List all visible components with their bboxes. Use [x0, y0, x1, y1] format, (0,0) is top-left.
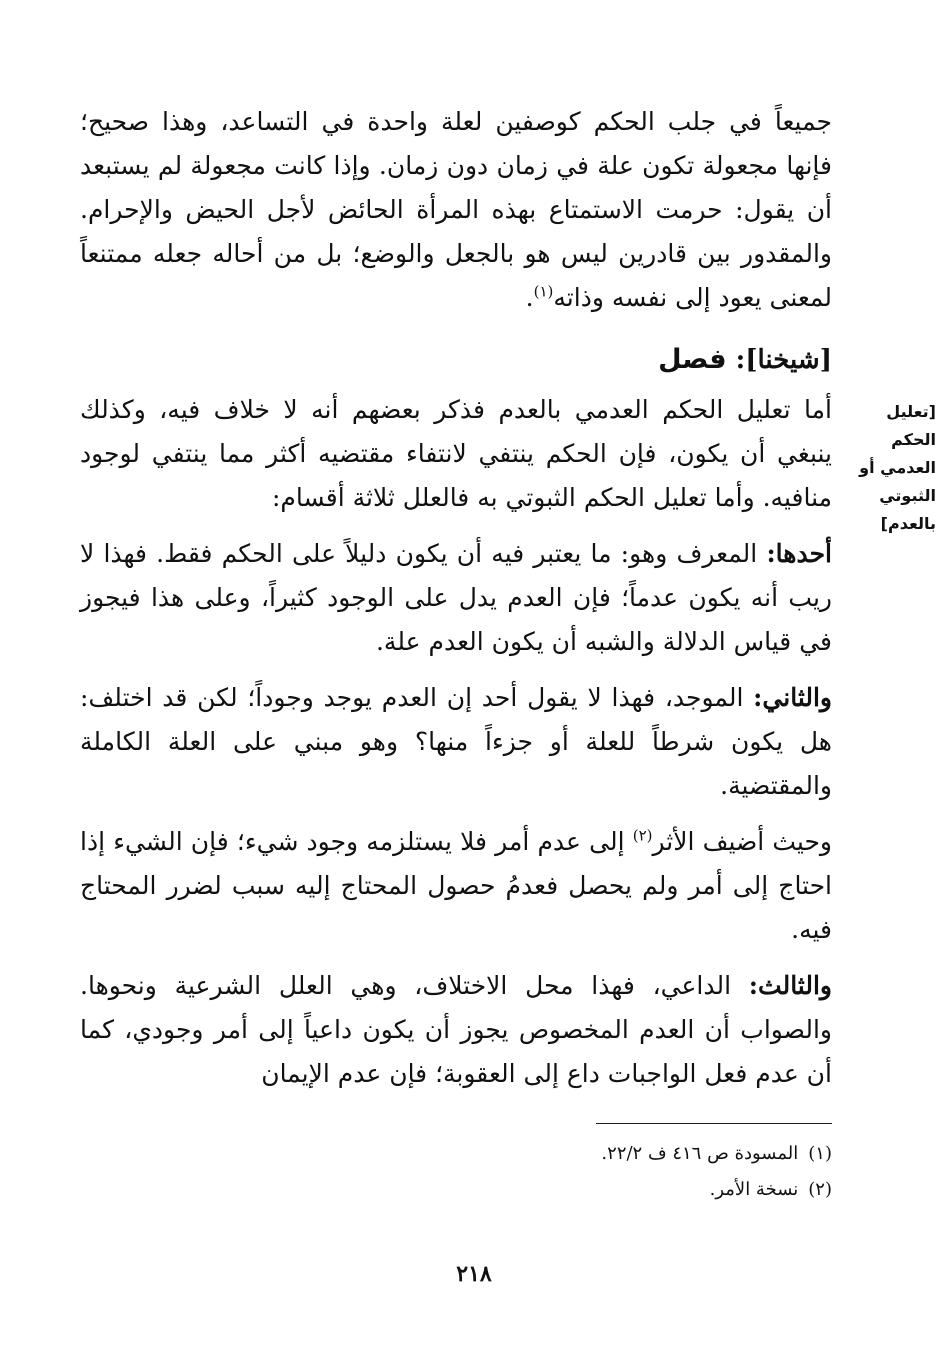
paragraph-1 [80, 388, 832, 520]
section-prefix: [شيخنا]: [735, 345, 832, 375]
page-number: ٢١٨ [456, 1261, 492, 1287]
footnote-item [80, 1172, 832, 1208]
paragraph-3-lead: والثاني: [753, 683, 832, 712]
footnote-number: (٢) [808, 1179, 832, 1200]
paragraph-5-text: الداعي، فهذا محل الاختلاف، وهي العلل الشرعية ونحوها. والصواب أن العدم المخصوص يجوز أن يكون داعياً إلى أمر وجودي، كما أن عدم فعل الواجبات داع إلى العقوبة؛ فإن عدم الإيمان [80, 971, 832, 1088]
footnote-item [80, 1136, 832, 1172]
footnote-ref-1: (١) [533, 282, 554, 301]
footnote-number: (١) [808, 1143, 832, 1164]
paragraph-4-text-after: إلى عدم أمر فلا يستلزمه وجود شيء؛ فإن الشيء إذا احتاج إلى أمر ولم يحصل فعدمُ حصول المحتاج إليه سبب لضرر المحتاج فيه. [80, 827, 832, 944]
section-title: فصل [658, 344, 727, 375]
footnote-ref-2: (٢) [632, 826, 653, 845]
paragraph-4-text-before: وحيث أضيف الأثر [652, 827, 832, 856]
paragraph-2-lead: أحدها: [766, 539, 832, 568]
paragraph-2 [80, 532, 832, 664]
margin-note-line: [تعليل [886, 402, 936, 421]
margin-note-line: بالعدم] [880, 514, 936, 533]
footnotes [80, 1136, 832, 1208]
intro-end: . [525, 283, 534, 312]
margin-note-line: العدمي أو [859, 458, 936, 477]
intro-text: جميعاً في جلب الحكم كوصفين لعلة واحدة في التساعد، وهذا صحيح؛ فإنها مجعولة تكون علة في زمان دون زمان. وإذا كانت مجعولة لم يستبعد أن يقول: حرمت الاستمتاع بهذه المرأة الحائض لأجل الحيض والإحرام. والمقدور بين قادرين ليس هو بالجعل والوضع؛ بل من أحاله جعله ممتنعاً لمعنى يعود إلى نفسه وذاته [80, 107, 832, 312]
footnote-text: المسودة ص ٤١٦ ف ٢٢/٢. [601, 1143, 799, 1164]
paragraph-1-text: أما تعليل الحكم العدمي بالعدم فذكر بعضهم أنه لا خلاف فيه، وكذلك ينبغي أن يكون، فإن الحكم ينتفي لانتفاء مقتضيه أكثر مما ينتفي لوجود منافيه. وأما تعليل الحكم الثبوتي به فالعلل ثلاثة أقسام: [80, 395, 832, 512]
paragraph-3-text: الموجد، فهذا لا يقول أحد إن العدم يوجد وجوداً؛ لكن قد اختلف: هل يكون شرطاً للعلة أو جزءاً منها؟ وهو مبني على العلة الكاملة والمقتضية. [80, 683, 832, 800]
section-heading [80, 340, 832, 380]
margin-note-line: الثبوتي [879, 486, 936, 505]
paragraph-5-lead: والثالث: [748, 971, 832, 1000]
paragraph-4 [80, 820, 832, 952]
intro-paragraph [80, 100, 832, 320]
paragraph-2-text: المعرف وهو: ما يعتبر فيه أن يكون دليلاً على الحكم فقط. فهذا لا ريب أنه يكون عدماً؛ فإن العدم يدل على الوجود كثيراً، وعلى هذا فيجوز في قياس الدلالة والشبه أن يكون العدم علة. [80, 539, 832, 656]
paragraph-3 [80, 676, 832, 808]
margin-note [846, 398, 936, 538]
footnote-text: نسخة الأمر. [709, 1179, 799, 1200]
footnote-divider [596, 1123, 832, 1124]
paragraph-5 [80, 964, 832, 1096]
margin-note-line: الحكم [891, 430, 936, 449]
